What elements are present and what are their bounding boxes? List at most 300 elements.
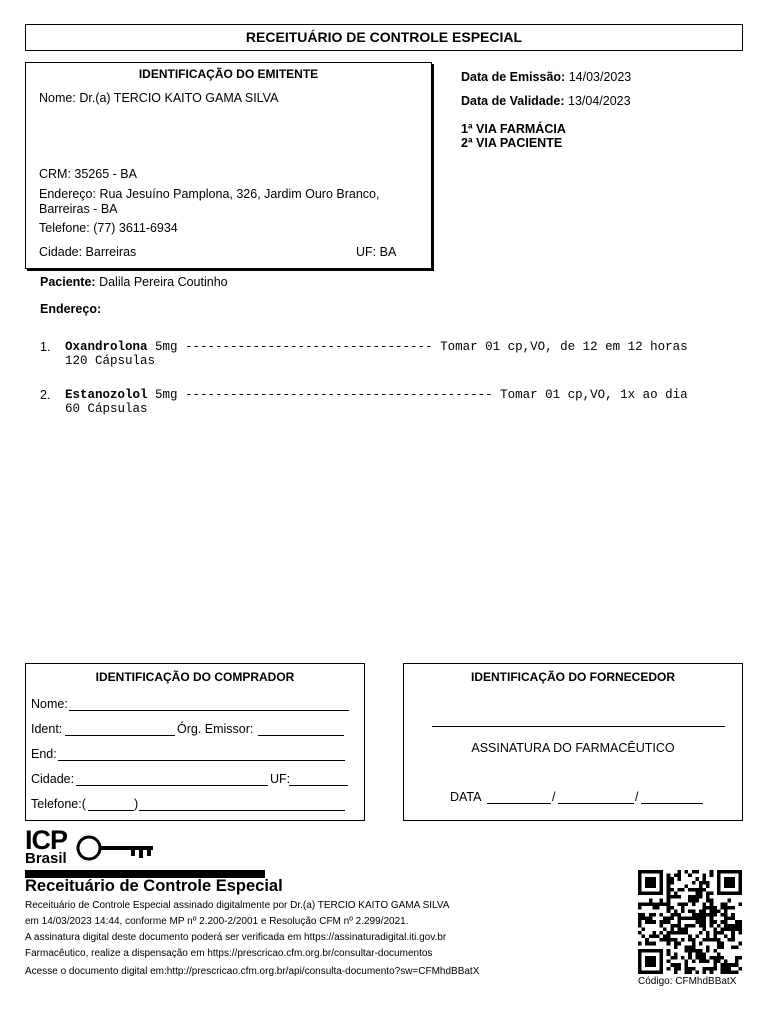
qr-module [695,917,699,921]
qr-module [667,960,671,964]
qr-module [699,924,703,928]
qr-module [724,884,728,888]
qr-module [670,931,674,935]
qr-module [717,909,721,913]
qr-module [652,931,656,935]
issuer-name: Dr.(a) TERCIO KAITO GAMA SILVA [79,91,279,105]
buyer-address-field[interactable] [58,760,345,761]
qr-module [670,917,674,921]
qr-module [685,884,689,888]
qr-module [670,881,674,885]
qr-module [677,967,681,971]
supplier-date-year-field[interactable] [641,803,703,804]
key-icon [75,834,155,862]
qr-module [677,927,681,931]
qr-module [706,938,710,942]
qr-module [638,949,642,953]
qr-module [717,952,721,956]
document-link[interactable]: Acesse o documento digital em:http://prescricao.cfm.org.br/api/consulta-documento?sw=CFMhdBBatX [25,966,480,977]
qr-module [703,917,707,921]
qr-module [720,956,724,960]
qr-module [645,902,649,906]
prescription-drug: Estanozolol [65,388,148,402]
qr-module [728,884,732,888]
qr-module [706,960,710,964]
qr-module [652,877,656,881]
qr-module [710,874,714,878]
qr-module [660,924,664,928]
qr-module [656,935,660,939]
emission-date-row [461,70,631,84]
qr-module [649,913,653,917]
qr-module [738,927,742,931]
qr-module [638,924,642,928]
qr-module [703,888,707,892]
qr-module [731,931,735,935]
qr-module [649,935,653,939]
qr-module [688,956,692,960]
qr-module [649,970,653,974]
qr-module [710,924,714,928]
qr-module [710,917,714,921]
qr-module [677,874,681,878]
footer-line: Receituário de Controle Especial assinado digitalmente por Dr.(a) TERCIO KAITO GAMA SILVA [25,900,450,911]
qr-module [724,892,728,896]
qr-module [699,917,703,921]
prescription-instructions: 5mg --------------------------------- Tomar 01 cp,VO, de 12 em 12 horas [147,340,688,354]
qr-module [652,949,656,953]
via-pharmacy: 1ª VIA FARMÁCIA [461,122,566,136]
qr-module [642,870,646,874]
qr-module [660,967,664,971]
issuer-uf: UF: BA [356,245,397,259]
logo-brasil-text: Brasil [25,850,67,867]
qr-module [728,924,732,928]
qr-module [703,924,707,928]
qr-module [728,870,732,874]
qr-module [677,888,681,892]
qr-module [738,870,742,874]
patient-name: Dalila Pereira Coutinho [99,275,228,289]
qr-module [645,870,649,874]
qr-module [660,963,664,967]
qr-module [706,913,710,917]
qr-module [645,877,649,881]
qr-module [688,952,692,956]
qr-module [720,902,724,906]
qr-module [731,963,735,967]
qr-module [656,902,660,906]
qr-module [710,920,714,924]
qr-module [677,902,681,906]
qr-module [717,881,721,885]
qr-module [660,899,664,903]
qr-module [735,870,739,874]
qr-module [713,931,717,935]
qr-module [703,938,707,942]
qr-module [728,877,732,881]
qr-module [738,884,742,888]
qr-module [685,949,689,953]
qr-module [724,877,728,881]
qr-module [695,952,699,956]
qr-module [699,952,703,956]
qr-module [649,892,653,896]
qr-module [638,956,642,960]
qr-module [667,917,671,921]
qr-module [638,963,642,967]
qr-module [724,870,728,874]
qr-module [728,970,732,974]
qr-module [735,945,739,949]
patient-row [40,275,228,289]
qr-module [674,952,678,956]
qr-module [685,931,689,935]
qr-module [660,960,664,964]
qr-module [681,902,685,906]
qr-module [667,892,671,896]
qr-module [681,917,685,921]
qr-module [674,892,678,896]
qr-module [710,967,714,971]
qr-module [738,956,742,960]
qr-module [649,881,653,885]
buyer-heading: IDENTIFICAÇÃO DO COMPRADOR [95,670,295,684]
qr-module [645,970,649,974]
qr-module [695,920,699,924]
prescription-quantity: 120 Cápsulas [65,354,156,368]
qr-module [735,970,739,974]
qr-module [656,870,660,874]
qr-module [638,906,642,910]
qr-module [738,967,742,971]
qr-module [663,938,667,942]
qr-module [660,970,664,974]
qr-module [735,956,739,960]
qr-module [638,960,642,964]
date-separator: / [635,790,639,804]
date-separator: / [552,790,556,804]
qr-module [692,942,696,946]
qr-module [713,920,717,924]
qr-module [738,881,742,885]
qr-module [688,899,692,903]
qr-module [720,870,724,874]
qr-module [703,920,707,924]
validity-date-row [461,94,631,108]
qr-module [681,927,685,931]
buyer-phone-area-field[interactable] [88,810,134,811]
qr-module [670,906,674,910]
qr-module [649,956,653,960]
qr-module [710,902,714,906]
patient-address-label: Endereço: [40,302,102,316]
qr-module [728,938,732,942]
qr-module [692,949,696,953]
qr-module [677,920,681,924]
qr-module [652,920,656,924]
qr-module [677,963,681,967]
qr-module [638,888,642,892]
qr-module [738,924,742,928]
qr-module [663,920,667,924]
qr-module [713,956,717,960]
qr-module [713,963,717,967]
qr-module [717,931,721,935]
qr-module [713,938,717,942]
qr-module [706,935,710,939]
qr-module [649,877,653,881]
qr-module [699,892,703,896]
qr-module [652,881,656,885]
qr-code[interactable] [635,870,745,974]
qr-module [660,892,664,896]
qr-module [688,895,692,899]
qr-module [645,942,649,946]
qr-module [720,913,724,917]
qr-module [670,956,674,960]
qr-module [728,967,732,971]
qr-module [663,927,667,931]
qr-module [667,902,671,906]
qr-module [667,909,671,913]
qr-module [710,899,714,903]
qr-module [681,888,685,892]
qr-module [738,892,742,896]
qr-module [667,888,671,892]
qr-module [674,909,678,913]
prescription-drug: Oxandrolona [65,340,148,354]
qr-module [645,949,649,953]
qr-module [688,924,692,928]
qr-module [728,963,732,967]
qr-module [724,920,728,924]
qr-module [738,942,742,946]
qr-module [738,931,742,935]
qr-module [703,909,707,913]
qr-module [670,913,674,917]
qr-module [695,892,699,896]
qr-module [663,902,667,906]
qr-module [717,877,721,881]
buyer-phone-field[interactable] [139,810,345,811]
qr-module [688,874,692,878]
qr-module [710,892,714,896]
qr-module [720,920,724,924]
qr-module [681,931,685,935]
qr-module [724,917,728,921]
qr-module [638,913,642,917]
qr-module [699,920,703,924]
buyer-section [25,663,365,821]
qr-module [645,917,649,921]
qr-module [695,888,699,892]
qr-module [710,909,714,913]
buyer-phone-close: ) [134,797,139,811]
qr-module [652,970,656,974]
qr-module [710,956,714,960]
qr-module [649,942,653,946]
qr-module [660,913,664,917]
qr-module [685,902,689,906]
qr-module [720,892,724,896]
logo-icp-text: ICP [25,825,68,855]
qr-module [717,870,721,874]
qr-module [656,892,660,896]
qr-module [677,931,681,935]
qr-module [642,892,646,896]
qr-module [660,938,664,942]
pharmacist-signature-line[interactable] [432,726,725,727]
qr-module [728,899,732,903]
qr-module [688,888,692,892]
qr-module [685,967,689,971]
qr-module [706,884,710,888]
qr-module [667,952,671,956]
qr-module [667,949,671,953]
qr-module [695,913,699,917]
qr-module [735,920,739,924]
qr-module [706,931,710,935]
issuer-name-label: Nome: [39,91,76,105]
qr-module [713,960,717,964]
qr-module [703,960,707,964]
qr-module [738,888,742,892]
qr-module [738,902,742,906]
qr-module [699,895,703,899]
qr-module [677,877,681,881]
qr-module [717,938,721,942]
qr-module [685,963,689,967]
qr-module [717,942,721,946]
qr-module [720,967,724,971]
qr-module [713,927,717,931]
qr-module [692,960,696,964]
qr-module [667,899,671,903]
supplier-date-month-field[interactable] [558,803,634,804]
buyer-ident-label: Ident: [31,722,63,736]
qr-module [688,945,692,949]
qr-module [663,917,667,921]
qr-module [688,938,692,942]
qr-module [667,931,671,935]
qr-module [706,899,710,903]
qr-module [670,924,674,928]
footer-title: Receituário de Controle Especial [25,877,283,895]
qr-module [660,874,664,878]
qr-module [638,917,642,921]
qr-module [731,917,735,921]
qr-module [642,902,646,906]
patient-label: Paciente: [40,275,96,289]
qr-module [667,881,671,885]
qr-module [685,924,689,928]
qr-module [735,963,739,967]
qr-module [649,917,653,921]
qr-module [642,949,646,953]
qr-module [688,909,692,913]
qr-module [695,895,699,899]
footer-line: Farmacêutico, realize a dispensação em https://prescricao.cfm.org.br/consultar-documentos [25,948,433,959]
qr-module [692,913,696,917]
qr-module [656,970,660,974]
qr-module [649,902,653,906]
qr-module [667,967,671,971]
qr-module [642,970,646,974]
qr-module [660,870,664,874]
qr-module [692,909,696,913]
qr-module [699,931,703,935]
qr-module [706,967,710,971]
qr-module [674,967,678,971]
qr-module [667,920,671,924]
qr-module [674,938,678,942]
qr-module [692,902,696,906]
qr-module [681,938,685,942]
buyer-city-field[interactable] [76,785,268,786]
prescription-instructions: 5mg ----------------------------------------- Tomar 01 cp,VO, 1x ao dia [147,388,688,402]
qr-module [692,881,696,885]
qr-module [724,924,728,928]
qr-module [695,935,699,939]
qr-module [638,942,642,946]
qr-module [735,892,739,896]
buyer-name-field[interactable] [69,710,349,711]
qr-module [688,935,692,939]
qr-module [660,884,664,888]
qr-module [703,913,707,917]
qr-module [677,942,681,946]
qr-module [681,906,685,910]
qr-module [731,945,735,949]
qr-module [713,906,717,910]
qr-module [645,892,649,896]
qr-module [731,970,735,974]
qr-module [649,870,653,874]
supplier-date-day-field[interactable] [487,803,551,804]
qr-module [731,877,735,881]
qr-module [738,877,742,881]
qr-module [710,906,714,910]
buyer-ident-field[interactable] [65,735,175,736]
qr-module [699,881,703,885]
qr-module [706,895,710,899]
issuer-heading: IDENTIFICAÇÃO DO EMITENTE [138,67,319,81]
qr-module [652,870,656,874]
supplier-section [403,663,743,821]
qr-module [695,899,699,903]
qr-module [688,970,692,974]
qr-module [674,874,678,878]
buyer-uf-field[interactable] [289,785,348,786]
qr-module [713,967,717,971]
qr-module [703,877,707,881]
qr-module [674,942,678,946]
qr-module [656,949,660,953]
qr-module [706,906,710,910]
qr-module [717,924,721,928]
buyer-org-field[interactable] [258,735,344,736]
qr-module [638,931,642,935]
qr-module [706,949,710,953]
qr-module [703,881,707,885]
qr-module [724,913,728,917]
qr-module [735,924,739,928]
qr-module [652,892,656,896]
issuer-section [25,62,432,269]
qr-module [674,956,678,960]
qr-module [720,945,724,949]
